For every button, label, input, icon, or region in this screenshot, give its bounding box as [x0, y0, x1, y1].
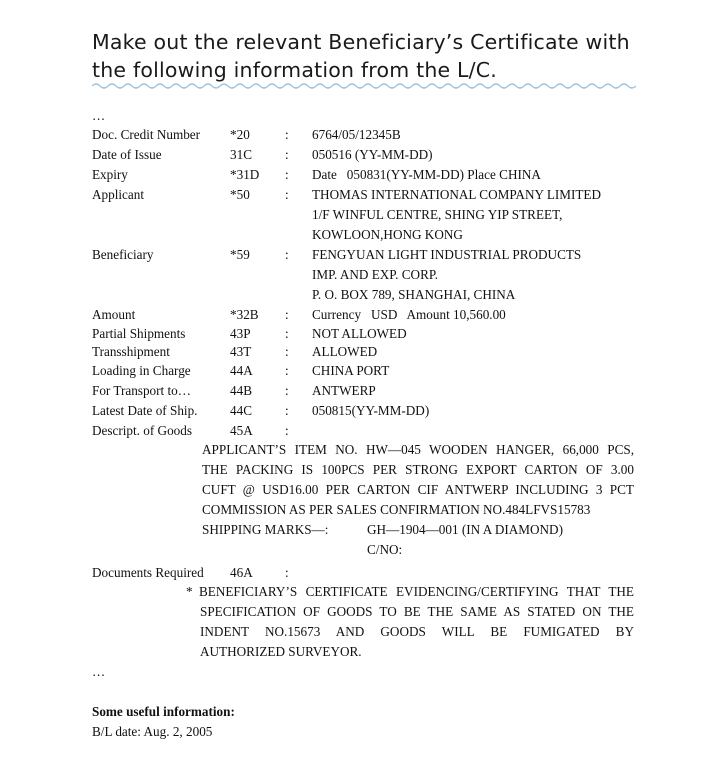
field-sep: :	[285, 127, 289, 142]
bl-date: B/L date: Aug. 2, 2005	[92, 724, 213, 739]
field-tag-doc-credit-number: *20	[230, 127, 250, 142]
shipping-marks-value: GH—1904—001 (IN A DIAMOND)	[367, 522, 563, 537]
documents-required-label: Documents Required	[92, 565, 204, 580]
field-sep: :	[285, 403, 289, 418]
field-value-applicant-line-1: THOMAS INTERNATIONAL COMPANY LIMITED	[312, 187, 602, 202]
field-tag-for-transport-to: 44B	[230, 383, 252, 398]
ellipsis-top: …	[92, 108, 106, 123]
field-label-partial-shipments: Partial Shipments	[92, 326, 186, 341]
documents-line-4: AUTHORIZED SURVEYOR.	[200, 644, 362, 659]
field-value-date-of-issue: 050516 (YY-MM-DD)	[312, 147, 433, 162]
shipping-marks-label: SHIPPING MARKS—:	[202, 522, 329, 537]
wavy-underline-path	[92, 84, 636, 88]
field-sep: :	[285, 565, 289, 580]
field-value-loading-in-charge: CHINA PORT	[312, 363, 390, 378]
field-sep: :	[285, 187, 289, 202]
field-tag-date-of-issue: 31C	[230, 147, 252, 162]
field-sep: :	[285, 326, 289, 341]
field-label-doc-credit-number: Doc. Credit Number	[92, 127, 201, 142]
field-value-applicant-line-3: KOWLOON,HONG KONG	[312, 227, 463, 242]
field-value-expiry: Date 050831(YY-MM-DD) Place CHINA	[312, 167, 541, 182]
field-value-for-transport-to: ANTWERP	[312, 383, 376, 398]
field-label-amount: Amount	[92, 307, 136, 322]
wavy-underline	[92, 82, 636, 90]
goods-line-2: THE PACKING IS 100PCS PER STRONG EXPORT CARTON OF 3.00	[202, 462, 634, 477]
useful-info-heading: Some useful information:	[92, 704, 235, 719]
field-sep: :	[285, 423, 289, 438]
title-line-1: Make out the relevant Beneficiary’s Certificate with	[92, 30, 630, 54]
field-tag-latest-date-of-ship: 44C	[230, 403, 252, 418]
field-label-loading-in-charge: Loading in Charge	[92, 363, 191, 378]
documents-line-3: INDENT NO.15673 AND GOODS WILL BE FUMIGATED BY	[200, 624, 634, 639]
title-line-2: the following information from the L/C.	[92, 58, 498, 82]
goods-line-1: APPLICANT’S ITEM NO. HW—045 WOODEN HANGER, 66,000 PCS,	[202, 442, 634, 457]
field-label-for-transport-to: For Transport to…	[92, 383, 191, 398]
field-label-beneficiary: Beneficiary	[92, 247, 154, 262]
documents-required-tag: 46A	[230, 565, 253, 580]
field-value-amount: Currency USD Amount 10,560.00	[312, 307, 506, 322]
field-sep: :	[285, 383, 289, 398]
field-label-applicant: Applicant	[92, 187, 145, 202]
field-value-beneficiary-line-1: FENGYUAN LIGHT INDUSTRIAL PRODUCTS	[312, 247, 582, 262]
ellipsis-bottom: …	[92, 664, 106, 679]
documents-line-2: SPECIFICATION OF GOODS TO BE THE SAME AS STATED ON THE	[200, 604, 634, 619]
field-tag-beneficiary: *59	[230, 247, 250, 262]
goods-line-3: CUFT @ USD16.00 PER CARTON CIF ANTWERP INCLUDING 3 PCT	[202, 482, 634, 497]
field-tag-transshipment: 43T	[230, 344, 252, 359]
field-sep: :	[285, 363, 289, 378]
field-tag-description-of-goods: 45A	[230, 423, 253, 438]
field-value-partial-shipments: NOT ALLOWED	[312, 326, 407, 341]
field-tag-applicant: *50	[230, 187, 250, 202]
field-label-latest-date-of-ship: Latest Date of Ship.	[92, 403, 198, 418]
field-label-transshipment: Transshipment	[92, 344, 170, 359]
field-label-description-of-goods: Descript. of Goods	[92, 423, 192, 438]
field-sep: :	[285, 307, 289, 322]
field-value-latest-date-of-ship: 050815(YY-MM-DD)	[312, 403, 430, 418]
documents-line-1: BENEFICIARY’S CERTIFICATE EVIDENCING/CERTIFYING THAT THE	[199, 584, 634, 599]
field-value-applicant-line-2: 1/F WINFUL CENTRE, SHING YIP STREET,	[312, 207, 563, 222]
field-value-beneficiary-line-3: P. O. BOX 789, SHANGHAI, CHINA	[312, 287, 516, 302]
instruction-title	[92, 28, 652, 84]
field-tag-expiry: *31D	[230, 167, 260, 182]
field-sep: :	[285, 147, 289, 162]
carton-number-label: C/NO:	[367, 542, 403, 557]
bullet-asterisk: *	[186, 584, 193, 599]
goods-line-4: COMMISSION AS PER SALES CONFIRMATION NO.484LFVS15783	[202, 502, 591, 517]
field-tag-partial-shipments: 43P	[230, 326, 251, 341]
field-label-expiry: Expiry	[92, 167, 128, 182]
field-value-beneficiary-line-2: IMP. AND EXP. CORP.	[312, 267, 439, 282]
field-sep: :	[285, 247, 289, 262]
field-value-doc-credit-number: 6764/05/12345B	[312, 127, 401, 142]
field-sep: :	[285, 167, 289, 182]
field-label-date-of-issue: Date of Issue	[92, 147, 162, 162]
field-tag-loading-in-charge: 44A	[230, 363, 253, 378]
field-sep: :	[285, 344, 289, 359]
field-tag-amount: *32B	[230, 307, 259, 322]
field-value-transshipment: ALLOWED	[312, 344, 378, 359]
